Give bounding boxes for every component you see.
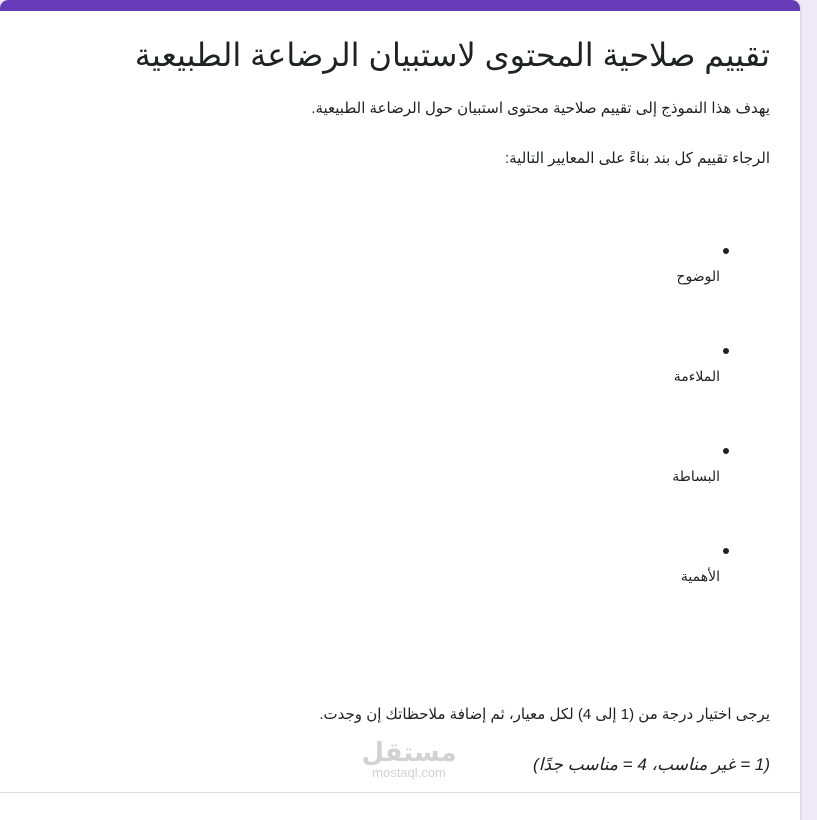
accent-top-bar	[0, 0, 800, 11]
criterion-label: الملاءمة	[673, 368, 720, 384]
criterion-label: البساطة	[672, 468, 720, 484]
form-title: تقييم صلاحية المحتوى لاستبيان الرضاعة الطبيعية	[134, 37, 770, 73]
criterion-item-relevance	[560, 340, 720, 440]
watermark-logo-text: مستقل	[361, 737, 457, 767]
watermark-logo	[357, 738, 461, 780]
bullet-icon	[723, 348, 729, 354]
bullet-icon	[723, 248, 729, 254]
divider	[0, 792, 800, 793]
criterion-label: الوضوح	[676, 268, 720, 284]
bullet-icon	[723, 548, 729, 554]
criterion-item-importance	[560, 540, 720, 640]
form-instruction: يرجى اختيار درجة من (1 إلى 4) لكل معيار، ثم إضافة ملاحظاتك إن وجدت.	[319, 706, 770, 723]
criteria-list	[560, 240, 720, 640]
bullet-icon	[723, 448, 729, 454]
watermark-url: mostaql.com	[372, 765, 446, 780]
form-description-line-1: يهدف هذا النموذج إلى تقييم صلاحية محتوى استبيان حول الرضاعة الطبيعية.	[311, 100, 770, 117]
criterion-label: الأهمية	[680, 568, 720, 584]
scale-note: (1 = غير مناسب، 4 = مناسب جدًا)	[533, 755, 770, 774]
form-description-line-2: الرجاء تقييم كل بند بناءً على المعايير التالية:	[504, 150, 770, 167]
criterion-item-clarity	[560, 240, 720, 340]
criterion-item-simplicity	[560, 440, 720, 540]
